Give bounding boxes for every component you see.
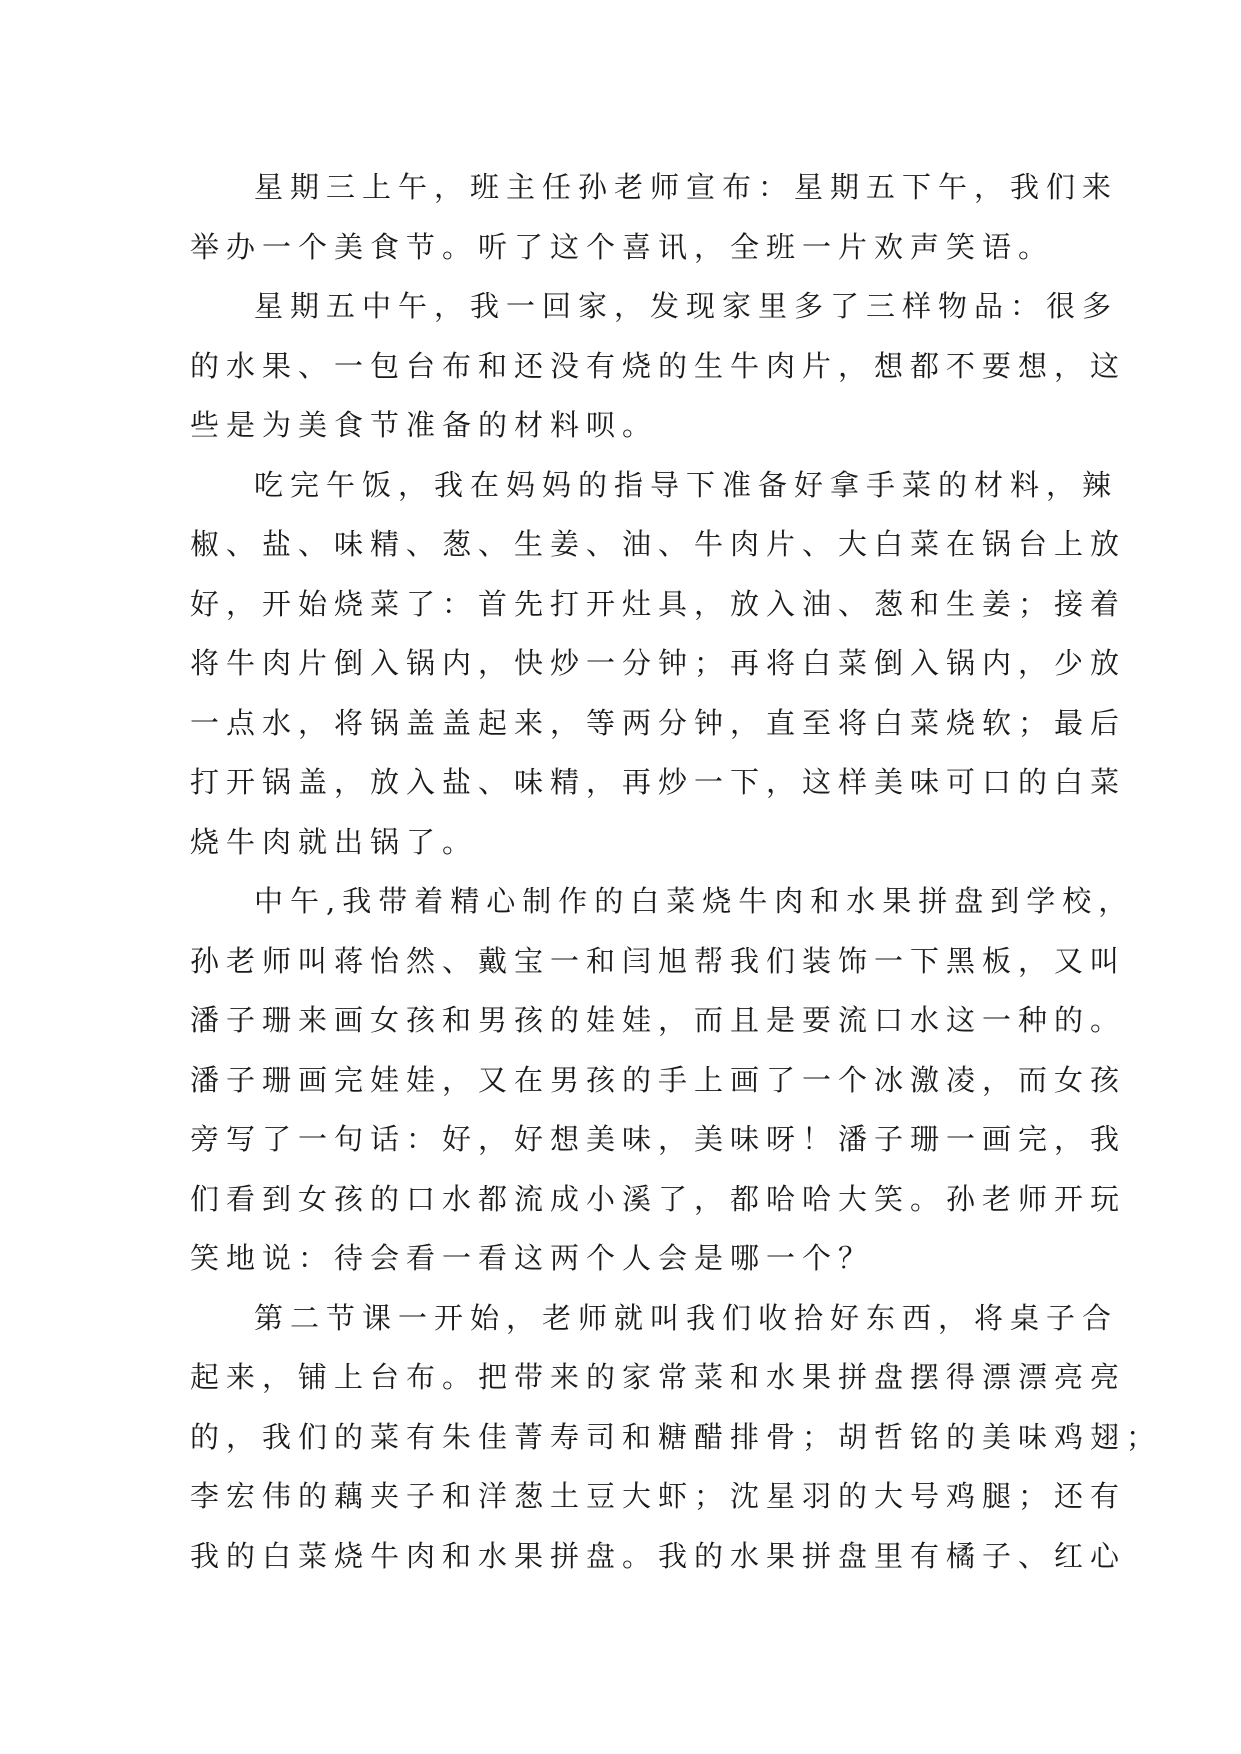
text-line: 星期三上午，班主任孙老师宣布：星期五下午，我们来 — [254, 170, 1119, 204]
text-line: 中午,我带着精心制作的白菜烧牛肉和水果拼盘到学校， — [254, 884, 1135, 918]
text-line: 星期五中午，我一回家，发现家里多了三样物品：很多 — [254, 289, 1119, 323]
document-body — [190, 158, 1163, 1586]
paragraph-2 — [190, 277, 1127, 456]
text-line: 的水果、一包台布和还没有烧的生牛肉片，想都不要想，这 — [190, 348, 1127, 383]
text-line: 举办一个美食节。听了这个喜讯，全班一片欢声笑语。 — [190, 229, 1055, 264]
text-line: 潘子珊来画女孩和男孩的娃娃，而且是要流口水这一种的。 — [190, 1003, 1127, 1037]
text-line: 们看到女孩的口水都流成小溪了，都哈哈大笑。孙老师开玩 — [190, 1181, 1127, 1216]
text-line: 潘子珊画完娃娃，又在男孩的手上画了一个冰激凌，而女孩 — [190, 1062, 1127, 1097]
text-line: 打开锅盖，放入盐、味精，再炒一下，这样美味可口的白菜 — [190, 765, 1127, 799]
text-line: 好，开始烧菜了：首先打开灶具，放入油、葱和生姜；接着 — [190, 586, 1127, 621]
text-line: 烧牛肉就出锅了。 — [190, 824, 479, 859]
paragraph-4 — [190, 872, 1135, 1289]
paragraph-5 — [190, 1289, 1163, 1587]
text-line: 孙老师叫蒋怡然、戴宝一和闫旭帮我们装饰一下黑板，又叫 — [190, 943, 1127, 978]
text-line: 笑地说：待会看一看这两个人会是哪一个？ — [190, 1241, 875, 1275]
text-line: 第二节课一开始，老师就叫我们收拾好东西，将桌子合 — [254, 1300, 1119, 1335]
paragraph-1 — [190, 158, 1119, 277]
text-line: 起来，铺上台布。把带来的家常菜和水果拼盘摆得漂漂亮亮 — [190, 1360, 1127, 1394]
text-line: 将牛肉片倒入锅内，快炒一分钟；再将白菜倒入锅内，少放 — [190, 646, 1127, 680]
text-line: 我的白菜烧牛肉和水果拼盘。我的水果拼盘里有橘子、红心 — [190, 1538, 1127, 1573]
text-line: 椒、盐、味精、葱、生姜、油、牛肉片、大白菜在锅台上放 — [190, 527, 1127, 561]
text-line: 吃完午饭，我在妈妈的指导下准备好拿手菜的材料，辣 — [254, 467, 1119, 502]
text-line: 旁写了一句话：好，好想美味，美味呀！潘子珊一画完，我 — [190, 1122, 1127, 1156]
text-line: 李宏伟的藕夹子和洋葱土豆大虾；沈星羽的大号鸡腿；还有 — [190, 1479, 1127, 1513]
text-line: 一点水，将锅盖盖起来，等两分钟，直至将白菜烧软；最后 — [190, 705, 1127, 740]
paragraph-3 — [190, 456, 1127, 873]
text-line: 的，我们的菜有朱佳菁寿司和糖醋排骨；胡哲铭的美味鸡翅； — [190, 1419, 1163, 1454]
text-line: 些是为美食节准备的材料呗。 — [190, 408, 659, 442]
